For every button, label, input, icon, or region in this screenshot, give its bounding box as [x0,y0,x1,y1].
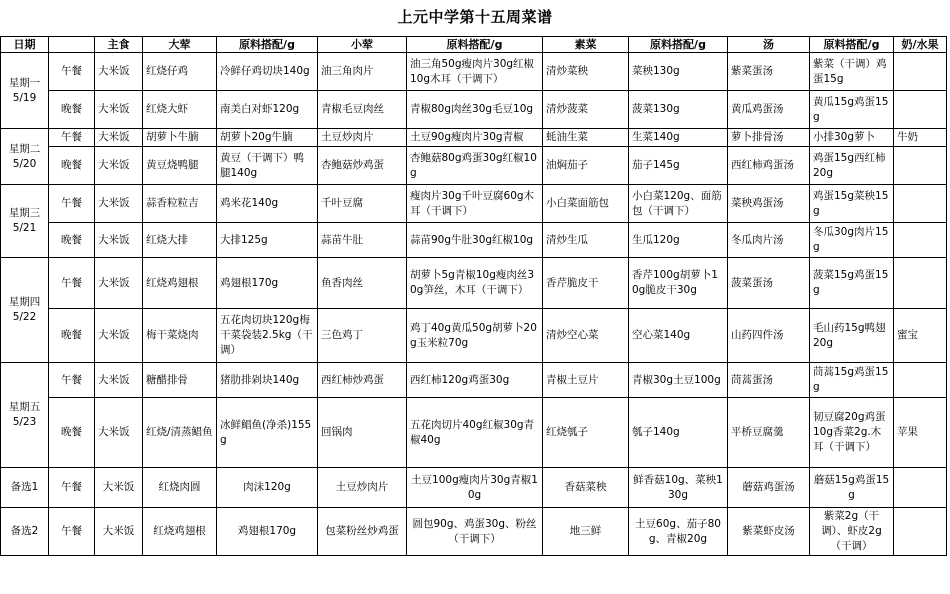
main-dish-cell: 胡萝卜牛腩 [143,129,217,147]
day-cell [1,129,49,185]
header-main: 大荤 [143,37,217,53]
side-ingredients-cell: 蒜苗90g牛肚30g红椒10g [407,223,543,258]
veg-ingredients-cell: 瓠子140g [629,398,728,468]
side-dish-cell: 土豆炒肉片 [318,468,407,508]
header-staple: 主食 [95,37,143,53]
day-cell [1,508,49,556]
table-header-row [1,37,947,53]
veg-dish-cell: 蚝油生菜 [543,129,629,147]
milk-fruit-cell: 牛奶 [894,129,947,147]
milk-fruit-cell [894,147,947,185]
soup-cell: 蘑菇鸡蛋汤 [728,468,810,508]
menu-row [1,91,947,129]
side-dish-cell: 青椒毛豆肉丝 [318,91,407,129]
main-dish-cell: 梅干菜烧肉 [143,309,217,363]
main-dish-cell: 糖醋排骨 [143,363,217,398]
staple-cell: 大米饭 [95,185,143,223]
meal-cell: 午餐 [49,508,95,556]
main-dish-cell: 红烧鸡翅根 [143,508,217,556]
meal-cell: 午餐 [49,53,95,91]
veg-dish-cell: 地三鲜 [543,508,629,556]
menu-row [1,258,947,309]
weekday-label: 星期一 [8,76,41,89]
side-dish-cell: 土豆炒肉片 [318,129,407,147]
soup-ingredients-cell: 韧豆腐20g鸡蛋10g香菜2g.木耳（干调下） [810,398,894,468]
soup-cell: 山药四件汤 [728,309,810,363]
meal-cell: 晚餐 [49,309,95,363]
staple-cell: 大米饭 [95,258,143,309]
milk-fruit-cell [894,91,947,129]
meal-cell: 午餐 [49,258,95,309]
weekday-label: 星期四 [8,296,41,308]
side-ingredients-cell: 胡萝卜5g青椒10g瘦肉丝30g笋丝，木耳（干调下） [407,258,543,309]
veg-ingredients-cell: 鲜香菇10g、菜秧130g [629,468,728,508]
meal-cell: 晚餐 [49,91,95,129]
soup-cell: 西红柿鸡蛋汤 [728,147,810,185]
main-ingredients-cell: 肉沫120g [217,468,318,508]
milk-fruit-cell: 蜜宝 [894,309,947,363]
veg-dish-cell: 清炒空心菜 [543,309,629,363]
side-ingredients-cell: 土豆100g瘦肉片30g青椒10g [407,468,543,508]
milk-fruit-cell [894,258,947,309]
main-ingredients-cell: 冰鲜鲳鱼(净杀)155g [217,398,318,468]
staple-cell: 大米饭 [95,53,143,91]
main-ingredients-cell: 南美白对虾120g [217,91,318,129]
milk-fruit-cell [894,508,947,556]
soup-ingredients-cell: 鸡蛋15g菜秧15g [810,185,894,223]
side-dish-cell: 包菜粉丝炒鸡蛋 [318,508,407,556]
menu-row [1,53,947,91]
milk-fruit-cell [894,223,947,258]
milk-fruit-cell [894,363,947,398]
side-dish-cell: 鱼香肉丝 [318,258,407,309]
menu-row [1,147,947,185]
main-ingredients-cell: 胡萝卜20g牛腩 [217,129,318,147]
main-dish-cell: 红烧大虾 [143,91,217,129]
veg-dish-cell: 清炒菠菜 [543,91,629,129]
main-ingredients-cell: 五花肉切块120g梅干菜袋装2.5kg（干调） [217,309,318,363]
menu-row [1,468,947,508]
date-label: 5/22 [12,311,37,323]
side-dish-cell: 千叶豆腐 [318,185,407,223]
side-dish-cell: 回锅肉 [318,398,407,468]
menu-row [1,508,947,556]
meal-cell: 午餐 [49,129,95,147]
meal-cell: 午餐 [49,185,95,223]
header-soup-ingredients: 原料搭配/g [810,37,894,53]
veg-ingredients-cell: 青椒30g土豆100g [629,363,728,398]
side-ingredients-cell: 鸡丁40g黄瓜50g胡萝卜20g玉米粒70g [407,309,543,363]
side-dish-cell: 西红柿炒鸡蛋 [318,363,407,398]
menu-row [1,309,947,363]
veg-ingredients-cell: 菜秧130g [629,53,728,91]
meal-cell: 晚餐 [49,398,95,468]
main-dish-cell: 红烧仔鸡 [143,53,217,91]
staple-cell: 大米饭 [95,363,143,398]
header-soup: 汤 [728,37,810,53]
date-label: 5/20 [12,157,37,170]
main-ingredients-cell: 黄豆（干调下）鸭腿140g [217,147,318,185]
side-dish-cell: 油三角肉片 [318,53,407,91]
main-dish-cell: 红烧大排 [143,223,217,258]
menu-table [0,36,947,556]
weekday-label: 备选2 [10,525,39,537]
soup-cell: 萝卜排骨汤 [728,129,810,147]
main-dish-cell: 黄豆烧鸭腿 [143,147,217,185]
day-cell [1,185,49,258]
staple-cell: 大米饭 [95,91,143,129]
meal-cell: 晚餐 [49,147,95,185]
main-dish-cell: 红烧/清蒸鲳鱼 [143,398,217,468]
veg-dish-cell: 香芹脆皮干 [543,258,629,309]
milk-fruit-cell [894,468,947,508]
staple-cell: 大米饭 [95,147,143,185]
soup-ingredients-cell: 紫菜（干调）鸡蛋15g [810,53,894,91]
main-dish-cell: 蒜香粒粒吉 [143,185,217,223]
soup-cell: 黄瓜鸡蛋汤 [728,91,810,129]
veg-dish-cell: 油焖茄子 [543,147,629,185]
menu-row [1,223,947,258]
soup-ingredients-cell: 茼蒿15g鸡蛋15g [810,363,894,398]
staple-cell: 大米饭 [95,398,143,468]
soup-ingredients-cell: 菠菜15g鸡蛋15g [810,258,894,309]
main-ingredients-cell: 鸡米花140g [217,185,318,223]
date-label: 5/23 [12,416,37,428]
staple-cell: 大米饭 [95,309,143,363]
veg-dish-cell: 清炒生瓜 [543,223,629,258]
header-meal [49,37,95,53]
veg-dish-cell: 清炒菜秧 [543,53,629,91]
soup-ingredients-cell: 黄瓜15g鸡蛋15g [810,91,894,129]
weekday-label: 星期三 [8,207,41,219]
side-ingredients-cell: 圆包90g、鸡蛋30g、粉丝（干调下） [407,508,543,556]
soup-cell: 紫菜虾皮汤 [728,508,810,556]
meal-cell: 午餐 [49,363,95,398]
main-dish-cell: 红烧鸡翅根 [143,258,217,309]
header-milk-fruit: 奶/水果 [894,37,947,53]
veg-ingredients-cell: 空心菜140g [629,309,728,363]
veg-ingredients-cell: 土豆60g、茄子80g、青椒20g [629,508,728,556]
veg-dish-cell: 红烧瓠子 [543,398,629,468]
veg-ingredients-cell: 小白菜120g、面筋包（干调下） [629,185,728,223]
side-dish-cell: 三色鸡丁 [318,309,407,363]
soup-cell: 平桥豆腐羹 [728,398,810,468]
meal-cell: 晚餐 [49,223,95,258]
staple-cell: 大米饭 [95,468,143,508]
veg-ingredients-cell: 生菜140g [629,129,728,147]
side-dish-cell: 杏鲍菇炒鸡蛋 [318,147,407,185]
veg-ingredients-cell: 菠菜130g [629,91,728,129]
soup-cell: 冬瓜肉片汤 [728,223,810,258]
main-ingredients-cell: 鸡翅根170g [217,258,318,309]
veg-ingredients-cell: 生瓜120g [629,223,728,258]
milk-fruit-cell [894,185,947,223]
weekday-label: 星期五 [8,401,41,413]
date-label: 5/19 [12,91,37,104]
veg-dish-cell: 小白菜面筋包 [543,185,629,223]
staple-cell: 大米饭 [95,508,143,556]
side-ingredients-cell: 土豆90g瘦肉片30g青椒 [407,129,543,147]
menu-title: 上元中学第十五周菜谱 [397,8,553,26]
side-ingredients-cell: 油三角50g瘦肉片30g红椒10g木耳（干调下） [407,53,543,91]
veg-ingredients-cell: 香芹100g胡萝卜10g脆皮干30g [629,258,728,309]
staple-cell: 大米饭 [95,223,143,258]
soup-ingredients-cell: 小排30g萝卜 [810,129,894,147]
veg-dish-cell: 香菇菜秧 [543,468,629,508]
header-date: 日期 [1,37,49,53]
meal-cell: 午餐 [49,468,95,508]
veg-ingredients-cell: 茄子145g [629,147,728,185]
weekday-label: 备选1 [10,481,39,493]
milk-fruit-cell [894,53,947,91]
side-ingredients-cell: 五花肉切片40g红椒30g青椒40g [407,398,543,468]
soup-cell: 紫菜蛋汤 [728,53,810,91]
main-ingredients-cell: 鸡翅根170g [217,508,318,556]
soup-ingredients-cell: 紫菜2g（干调）、虾皮2g（干调） [810,508,894,556]
soup-cell: 菜秧鸡蛋汤 [728,185,810,223]
date-label: 5/21 [12,222,37,234]
day-cell [1,53,49,129]
staple-cell: 大米饭 [95,129,143,147]
menu-row [1,363,947,398]
soup-ingredients-cell: 冬瓜30g肉片15g [810,223,894,258]
header-side: 小荤 [318,37,407,53]
soup-cell: 菠菜蛋汤 [728,258,810,309]
side-ingredients-cell: 杏鲍菇80g鸡蛋30g红椒10g [407,147,543,185]
main-dish-cell: 红烧肉圆 [143,468,217,508]
soup-ingredients-cell: 蘑菇15g鸡蛋15g [810,468,894,508]
main-ingredients-cell: 冷鲜仔鸡切块140g [217,53,318,91]
main-ingredients-cell: 猪肋排剁块140g [217,363,318,398]
header-veg: 素菜 [543,37,629,53]
day-cell [1,363,49,468]
veg-dish-cell: 青椒土豆片 [543,363,629,398]
header-main-ingredients: 原料搭配/g [217,37,318,53]
menu-row [1,185,947,223]
day-cell [1,258,49,363]
header-veg-ingredients: 原料搭配/g [629,37,728,53]
menu-row [1,129,947,147]
day-cell [1,468,49,508]
main-ingredients-cell: 大排125g [217,223,318,258]
side-ingredients-cell: 青椒80g肉丝30g毛豆10g [407,91,543,129]
menu-row [1,398,947,468]
header-side-ingredients: 原料搭配/g [407,37,543,53]
soup-ingredients-cell: 鸡蛋15g西红柿20g [810,147,894,185]
weekday-label: 星期二 [8,142,41,155]
side-ingredients-cell: 西红柿120g鸡蛋30g [407,363,543,398]
side-ingredients-cell: 瘦肉片30g千叶豆腐60g木耳（干调下） [407,185,543,223]
side-dish-cell: 蒜苗牛肚 [318,223,407,258]
soup-cell: 茼蒿蛋汤 [728,363,810,398]
milk-fruit-cell: 苹果 [894,398,947,468]
soup-ingredients-cell: 毛山药15g鸭翅20g [810,309,894,363]
